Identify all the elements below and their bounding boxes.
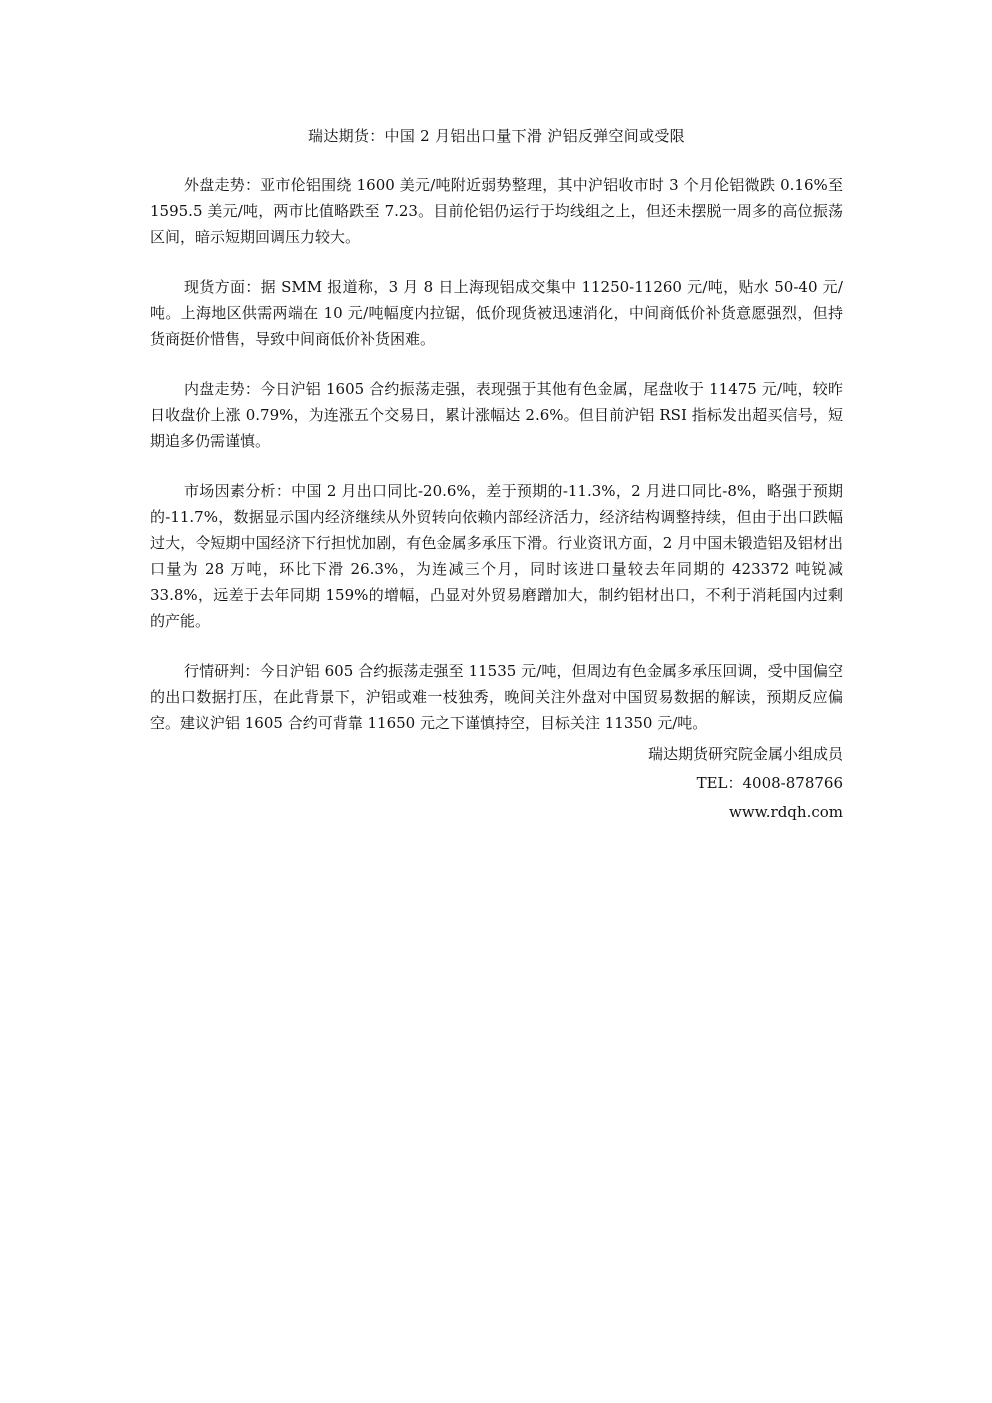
paragraph-spot-market: 现货方面：据 SMM 报道称，3 月 8 日上海现铝成交集中 11250-11260 元/吨，贴水 50-40 元/吨。上海地区供需两端在 10 元/吨幅度内拉锯，低价现货被迅速消化，中间商低价补货意愿强烈，但持货商挺价惜售，导致中间商低价补货困难。 [150,278,843,348]
paragraph-domestic-market: 内盘走势：今日沪铝 1605 合约振荡走强，表现强于其他有色金属，尾盘收于 11475 元/吨，较昨日收盘价上涨 0.79%，为连涨五个交易日，累计涨幅达 2.6%。但目前沪铝 RSI 指标发出超买信号，短期追多仍需谨慎。 [150,380,843,450]
document-title: 瑞达期货：中国 2 月铝出口量下滑 沪铝反弹空间或受限 [308,127,685,145]
paragraph-overseas-market: 外盘走势：亚市伦铝围绕 1600 美元/吨附近弱势整理，其中沪铝收市时 3 个月伦铝微跌 0.16%至 1595.5 美元/吨，两市比值略跌至 7.23。目前伦铝仍运行于均线组之上，但还未摆脱一周多的高位振荡区间，暗示短期回调压力较大。 [150,176,843,246]
paragraph-market-factors: 市场因素分析：中国 2 月出口同比-20.6%，差于预期的-11.3%，2 月进口同比-8%，略强于预期的-11.7%，数据显示国内经济继续从外贸转向依赖内部经济活力，经济结构调整持续，但由于出口跌幅过大，令短期中国经济下行担忧加剧，有色金属多承压下滑。行业资讯方面，2 月中国未锻造铝及铝材出口量为 28 万吨，环比下滑 26.3%，为连减三个月，同时该进口量较去年同期的 423372 吨锐减 33.8%，远差于去年同期 159%的增幅，凸显对外贸易磨蹭加大，制约铝材出口，不利于消耗国内过剩的产能。 [150,482,843,630]
paragraph-outlook: 行情研判：今日沪铝 605 合约振荡走强至 11535 元/吨，但周边有色金属多承压回调，受中国偏空的出口数据打压，在此背景下，沪铝或难一枝独秀，晚间关注外盘对中国贸易数据的解读，预期反应偏空。建议沪铝 1605 合约可背靠 11650 元之下谨慎持空，目标关注 11350 元/吨。 [150,662,843,732]
signature-tel: TEL：4008-878766 [696,774,843,792]
signature-website: www.rdqh.com [729,803,843,821]
signature-block [150,740,843,827]
document-body [150,120,843,827]
signature-org: 瑞达期货研究院金属小组成员 [647,745,843,763]
